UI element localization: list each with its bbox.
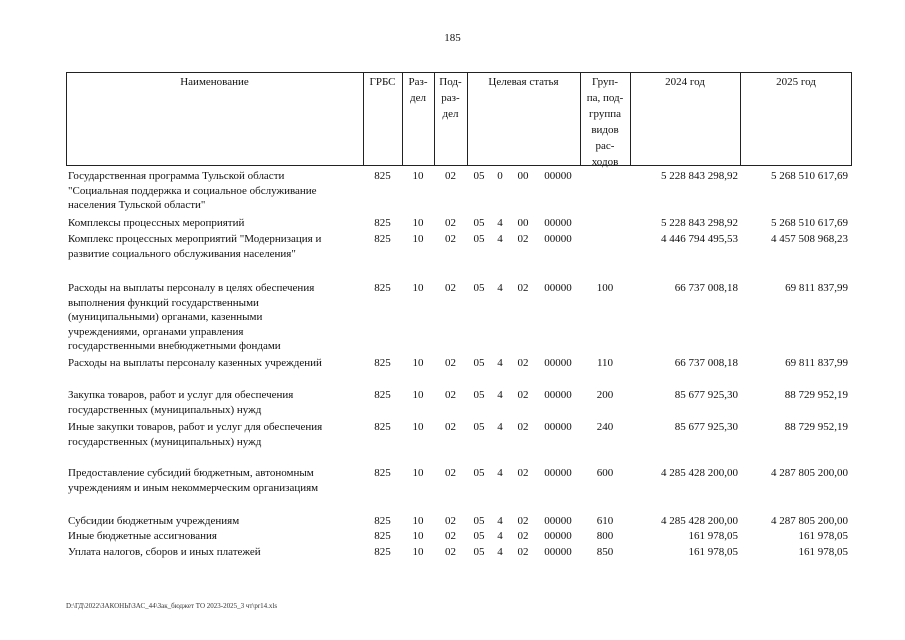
cell-t2: 4 bbox=[497, 530, 503, 542]
cell-pr: 02 bbox=[445, 530, 456, 542]
row-name: Закупка товаров, работ и услуг для обеспечения государственных (муниципальных) нужд bbox=[68, 389, 294, 416]
cell-t2: 4 bbox=[497, 546, 503, 558]
cell-t3: 02 bbox=[517, 546, 529, 558]
cell-v2024: 4 446 794 495,53 bbox=[661, 233, 738, 245]
row-name: Расходы на выплаты персоналу казенных учреждений bbox=[68, 357, 322, 369]
cell-t4: 00000 bbox=[544, 467, 572, 479]
cell-grbs: 825 bbox=[374, 515, 391, 527]
cell-v2024: 5 228 843 298,92 bbox=[661, 170, 738, 182]
cell-v2024: 66 737 008,18 bbox=[674, 282, 738, 294]
cell-pr: 02 bbox=[445, 546, 456, 558]
page-number: 185 bbox=[444, 32, 461, 44]
cell-rz: 10 bbox=[412, 217, 424, 229]
header-grbs: ГРБС bbox=[369, 76, 396, 88]
cell-t4: 00000 bbox=[544, 530, 572, 542]
cell-pr: 02 bbox=[445, 282, 456, 294]
cell-t2: 4 bbox=[497, 217, 503, 229]
cell-pr: 02 bbox=[445, 170, 456, 182]
cell-t4: 00000 bbox=[544, 546, 572, 558]
cell-grbs: 825 bbox=[374, 467, 391, 479]
cell-v2025: 5 268 510 617,69 bbox=[771, 170, 848, 182]
cell-v2025: 88 729 952,19 bbox=[784, 389, 848, 401]
cell-t1: 05 bbox=[473, 233, 485, 245]
cell-grbs: 825 bbox=[374, 421, 391, 433]
cell-vr: 600 bbox=[596, 467, 614, 479]
cell-t2: 4 bbox=[497, 282, 503, 294]
cell-rz: 10 bbox=[412, 282, 424, 294]
cell-rz: 10 bbox=[412, 546, 424, 558]
cell-t4: 00000 bbox=[544, 515, 572, 527]
cell-t1: 05 bbox=[473, 546, 485, 558]
cell-t1: 05 bbox=[473, 217, 485, 229]
cell-t2: 4 bbox=[497, 515, 503, 527]
cell-v2025: 4 287 805 200,00 bbox=[771, 515, 848, 527]
file-path-footer: D:\ГД\2022\ЗАКОНЫ\ЗАС_44\Зак_бюджет ТО 2023-2025_3 чт\pr14.xls bbox=[66, 602, 278, 610]
cell-v2025: 88 729 952,19 bbox=[784, 421, 848, 433]
cell-v2024: 161 978,05 bbox=[688, 530, 738, 542]
cell-t1: 05 bbox=[473, 467, 485, 479]
cell-pr: 02 bbox=[445, 467, 456, 479]
cell-t1: 05 bbox=[473, 170, 485, 182]
header-2024: 2024 год bbox=[665, 76, 705, 88]
cell-t3: 02 bbox=[517, 357, 529, 369]
cell-grbs: 825 bbox=[374, 282, 391, 294]
cell-v2024: 66 737 008,18 bbox=[674, 357, 738, 369]
cell-t2: 4 bbox=[497, 421, 503, 433]
cell-t3: 02 bbox=[517, 389, 529, 401]
cell-rz: 10 bbox=[412, 530, 424, 542]
cell-v2025: 161 978,05 bbox=[798, 546, 848, 558]
cell-v2024: 4 285 428 200,00 bbox=[661, 515, 738, 527]
row-name: Субсидии бюджетным учреждениям bbox=[68, 515, 240, 527]
header-2025: 2025 год bbox=[776, 76, 816, 88]
cell-grbs: 825 bbox=[374, 389, 391, 401]
cell-t3: 02 bbox=[517, 467, 529, 479]
cell-grbs: 825 bbox=[374, 357, 391, 369]
header-expense-group: Груп- па, под- группа видов рас- ходов bbox=[586, 76, 624, 168]
cell-v2025: 4 287 805 200,00 bbox=[771, 467, 848, 479]
cell-rz: 10 bbox=[412, 421, 424, 433]
cell-t1: 05 bbox=[473, 515, 485, 527]
cell-vr: 610 bbox=[596, 515, 614, 527]
cell-vr: 200 bbox=[596, 389, 614, 401]
cell-t4: 00000 bbox=[544, 282, 572, 294]
cell-t2: 4 bbox=[497, 357, 503, 369]
cell-t4: 00000 bbox=[544, 233, 572, 245]
row-name: Государственная программа Тульской области "Социальная поддержка и социальное обслуживание населения Тульской области" bbox=[68, 170, 317, 211]
cell-v2024: 85 677 925,30 bbox=[674, 389, 738, 401]
cell-t3: 02 bbox=[517, 421, 529, 433]
cell-pr: 02 bbox=[445, 515, 456, 527]
cell-v2024: 5 228 843 298,92 bbox=[661, 217, 738, 229]
cell-v2024: 4 285 428 200,00 bbox=[661, 467, 738, 479]
cell-v2025: 161 978,05 bbox=[798, 530, 848, 542]
cell-t4: 00000 bbox=[544, 170, 572, 182]
row-name: Предоставление субсидий бюджетным, автономным учреждениям и иным некоммерческим организациям bbox=[68, 467, 319, 494]
cell-grbs: 825 bbox=[374, 546, 391, 558]
cell-rz: 10 bbox=[412, 357, 424, 369]
cell-rz: 10 bbox=[412, 389, 424, 401]
cell-t1: 05 bbox=[473, 389, 485, 401]
header-target-article: Целевая статья bbox=[488, 76, 559, 88]
cell-vr: 240 bbox=[596, 421, 614, 433]
cell-vr: 110 bbox=[596, 357, 614, 369]
cell-rz: 10 bbox=[412, 233, 424, 245]
cell-t2: 4 bbox=[497, 389, 503, 401]
cell-v2025: 4 457 508 968,23 bbox=[771, 233, 848, 245]
cell-v2024: 85 677 925,30 bbox=[674, 421, 738, 433]
cell-t3: 02 bbox=[517, 282, 529, 294]
cell-pr: 02 bbox=[445, 217, 456, 229]
cell-t4: 00000 bbox=[544, 389, 572, 401]
cell-t3: 02 bbox=[517, 515, 529, 527]
header-name: Наименование bbox=[180, 76, 249, 88]
cell-t1: 05 bbox=[473, 530, 485, 542]
cell-vr: 100 bbox=[596, 282, 614, 294]
cell-pr: 02 bbox=[445, 389, 456, 401]
cell-pr: 02 bbox=[445, 421, 456, 433]
cell-vr: 800 bbox=[596, 530, 614, 542]
cell-v2024: 161 978,05 bbox=[688, 546, 738, 558]
cell-t3: 00 bbox=[517, 217, 529, 229]
cell-pr: 02 bbox=[445, 357, 456, 369]
cell-t2: 0 bbox=[497, 170, 503, 182]
cell-vr: 850 bbox=[596, 546, 614, 558]
cell-t4: 00000 bbox=[544, 217, 572, 229]
row-name: Расходы на выплаты персоналу в целях обеспечения выполнения функций государственными (муниципальными) органами, казенными учреждениями, органами управления государственными внебюджетными фондами bbox=[68, 282, 315, 352]
cell-pr: 02 bbox=[445, 233, 456, 245]
cell-rz: 10 bbox=[412, 170, 424, 182]
row-name: Комплексы процессных мероприятий bbox=[68, 217, 245, 229]
row-name: Уплата налогов, сборов и иных платежей bbox=[68, 546, 261, 558]
cell-t4: 00000 bbox=[544, 357, 572, 369]
cell-t3: 02 bbox=[517, 233, 529, 245]
row-name: Иные бюджетные ассигнования bbox=[68, 530, 217, 542]
cell-t3: 00 bbox=[517, 170, 529, 182]
cell-grbs: 825 bbox=[374, 233, 391, 245]
row-name: Комплекс процессных мероприятий "Модернизация и развитие социального обслуживания населения" bbox=[68, 233, 322, 260]
header-razdel: Раз- дел bbox=[408, 76, 428, 104]
row-name: Иные закупки товаров, работ и услуг для обеспечения государственных (муниципальных) нужд bbox=[68, 421, 323, 448]
cell-v2025: 69 811 837,99 bbox=[785, 282, 848, 294]
cell-t1: 05 bbox=[473, 282, 485, 294]
cell-t2: 4 bbox=[497, 233, 503, 245]
cell-t3: 02 bbox=[517, 530, 529, 542]
cell-v2025: 5 268 510 617,69 bbox=[771, 217, 848, 229]
cell-rz: 10 bbox=[412, 467, 424, 479]
cell-grbs: 825 bbox=[374, 170, 391, 182]
header-podrazdel: Под- раз- дел bbox=[439, 76, 462, 120]
cell-grbs: 825 bbox=[374, 530, 391, 542]
cell-t1: 05 bbox=[473, 357, 485, 369]
cell-grbs: 825 bbox=[374, 217, 391, 229]
cell-t1: 05 bbox=[473, 421, 485, 433]
cell-t4: 00000 bbox=[544, 421, 572, 433]
cell-rz: 10 bbox=[412, 515, 424, 527]
cell-v2025: 69 811 837,99 bbox=[785, 357, 848, 369]
cell-t2: 4 bbox=[497, 467, 503, 479]
